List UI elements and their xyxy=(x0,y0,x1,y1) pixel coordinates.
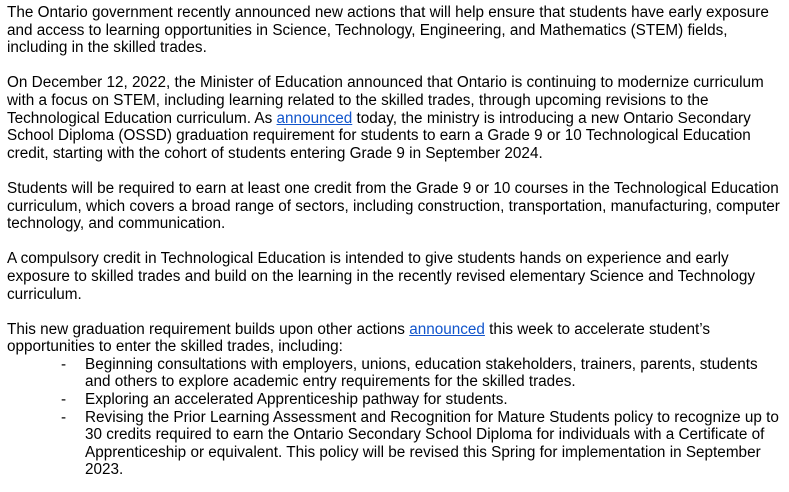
list-item-text: Beginning consultations with employers, unions, education stakeholders, trainers, parents, students and others to explore academic entry requirements for the skilled trades. xyxy=(85,355,758,391)
paragraph-intro: The Ontario government recently announced new actions that will help ensure that students have early exposure and access to learning opportunities in Science, Technology, Engineering, and Mathematics (STEM) fields, including in the skilled trades. xyxy=(7,4,769,57)
paragraph-curriculum-text-1: On December 12, 2022, the Minister of Education announced that Ontario is continuing to modernize curriculum with a focus on STEM, including learning related to the skilled trades, through upcoming revisions to the Technological Education curriculum. As xyxy=(7,74,764,127)
list-item xyxy=(61,409,783,479)
list-item xyxy=(61,356,783,391)
announced-link-2[interactable]: announced xyxy=(409,320,485,338)
list-dash: - xyxy=(61,355,67,373)
actions-list xyxy=(7,356,783,479)
paragraph-compulsory-credit: A compulsory credit in Technological Education is intended to give students hands on experience and early exposure to skilled trades and build on the learning in the recently revised elementary Science and Technology curriculum. xyxy=(7,250,756,303)
list-item-text: Exploring an accelerated Apprenticeship pathway for students. xyxy=(85,391,508,409)
paragraph-other-actions-text-1: This new graduation requirement builds upon other actions xyxy=(7,320,410,338)
list-dash: - xyxy=(61,391,67,409)
paragraph-other-actions xyxy=(7,321,783,356)
list-item-text: Revising the Prior Learning Assessment and Recognition for Mature Students policy to recognize up to 30 credits required to earn the Ontario Secondary School Diploma for individuals with a Certificate of Apprenticeship or equivalent. This policy will be revised this Spring for implementation in September 2023. xyxy=(85,408,779,479)
announced-link-1[interactable]: announced xyxy=(276,109,353,127)
paragraph-curriculum-text-2: today, the ministry is introducing a new Ontario Secondary School Diploma (OSSD) graduation requirement for students to earn a Grade 9 or 10 Technological Education credit, starting with the cohort of students entering Grade 9 in September 2024. xyxy=(7,109,751,162)
paragraph-credit-requirement: Students will be required to earn at least one credit from the Grade 9 or 10 courses in the Technological Education curriculum, which covers a broad range of sectors, including construction, transportation, manufacturing, computer technology, and communication. xyxy=(7,179,780,233)
list-dash: - xyxy=(61,408,67,426)
paragraph-other-actions-text-2: this week to accelerate student’s opportunities to enter the skilled trades, including: xyxy=(7,320,710,356)
paragraph-curriculum xyxy=(7,74,783,162)
list-item xyxy=(61,391,783,409)
